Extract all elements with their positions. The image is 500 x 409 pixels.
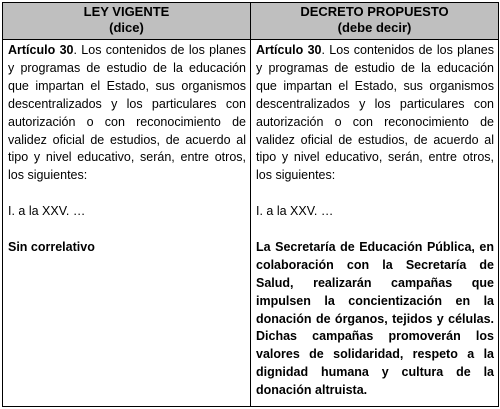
header-left-subtitle: (dice) (109, 20, 144, 35)
header-left-title: LEY VIGENTE (83, 4, 170, 19)
left-article-text: . Los contenidos de los planes y programas de estudio de la educación que impartan el Estado, sus organismos descentralizados y los particulares con autorización o con reconocimiento de validez oficial de estudios, de acuerdo al tipo y nivel educativo, serán, entre otros, los siguientes: (8, 43, 247, 183)
left-article-paragraph (8, 42, 246, 185)
content-row (3, 40, 499, 407)
header-ley-vigente (3, 3, 251, 40)
right-cell (251, 40, 499, 407)
left-cell (3, 40, 251, 407)
right-fractions: I. a la XXV. … (256, 204, 334, 219)
left-article-label: Artículo 30 (8, 43, 74, 57)
right-new-paragraph: La Secretaría de Educación Pública, en colaboración con la Secretaría de Salud, realizarán campañas que impulsen la concientización en la donación de órganos, tejidos y células. Dichas campañas promoverán los valores de solidaridad, respeto a la dignidad humana y cultura de la donación altruista. (256, 239, 494, 398)
left-fractions: I. a la XXV. … (8, 204, 86, 219)
right-article-text: . Los contenidos de los planes y programas de estudio de la educación que impartan el Estado, sus organismos descentralizados y los particulares con autorización o con reconocimiento de validez oficial de estudios, de acuerdo al tipo y nivel educativo, serán, entre otros, los siguientes: (256, 43, 495, 183)
left-no-correlative: Sin correlativo (8, 239, 95, 254)
right-article-paragraph (256, 42, 494, 185)
header-decreto-propuesto (251, 3, 499, 40)
header-right-subtitle: (debe decir) (337, 20, 412, 35)
right-article-label: Artículo 30 (256, 43, 322, 57)
header-row (3, 3, 499, 40)
comparison-table (2, 2, 499, 407)
header-right-title: DECRETO PROPUESTO (300, 4, 449, 19)
